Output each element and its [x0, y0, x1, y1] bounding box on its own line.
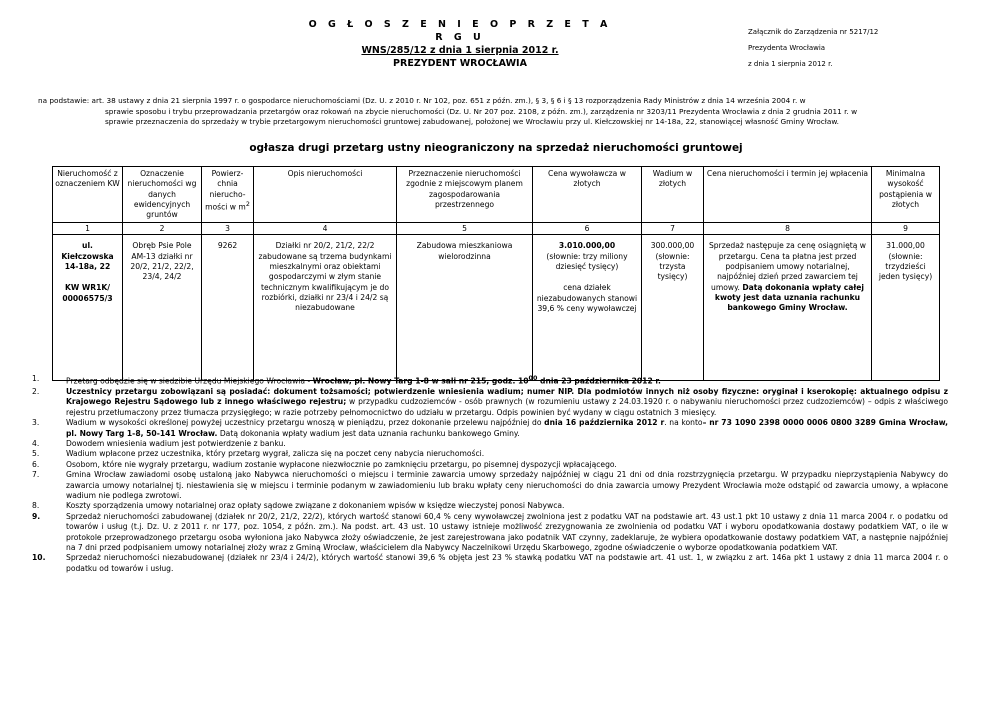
table-row	[53, 235, 940, 381]
item-number: 3.	[32, 418, 40, 428]
item-number: 7.	[32, 470, 40, 480]
item-text	[66, 387, 948, 418]
starting-price-words: (słownie: trzy miliony dziesięć tysięcy)	[546, 251, 628, 272]
item-text: Wadium wpłacone przez uczestnika, który przetarg wygrał, zalicza się na poczet ceny nabycia nieruchomości.	[66, 449, 485, 459]
parcel-cell: Obręb Psie Pole AM-13 działki nr 20/2, 21/2, 22/2, 23/4, 24/2	[123, 235, 202, 381]
column-header: Opis nieruchomości	[254, 167, 397, 223]
payment-cell	[704, 235, 872, 381]
deposit-words: (słownie: trzysta tysięcy)	[655, 251, 690, 282]
conditions-list	[32, 374, 948, 574]
land-register-number: KW WR1K/ 00006575/3	[62, 283, 113, 303]
document-reference: WNS/285/12 z dnia 1 sierpnia 2012 r.	[361, 45, 559, 56]
deposit-cell	[642, 235, 704, 381]
item-number: 4.	[32, 438, 40, 448]
list-item	[32, 553, 948, 574]
list-item	[32, 501, 948, 511]
bank-account: – nr 73 1090 2398 0000 0006 0800 3289 Gmina Wrocław, pl. Nowy Targ 1-8, 50-141 Wrocław.	[66, 418, 949, 438]
annex-line-2: Prezydenta Wrocławia	[748, 44, 826, 52]
area-unit-superscript: 2	[245, 200, 250, 208]
column-header: Cena nieruchomości i termin jej wpłacenia	[704, 167, 872, 223]
legal-basis-line-3: sprawie przeznaczenia do sprzedaży w trybie przetargowym nieruchomości gruntowej zabudowanej, położonej we Wrocławiu przy ul. Kiełczowskiej nr 14-18a, 22, stanowiącej własność Gminy Wrocław.	[105, 117, 839, 126]
annex-line-1: Załącznik do Zarządzenia nr 5217/12	[748, 28, 879, 36]
minimum-increment-words: (słownie: trzydzieści jeden tysięcy)	[878, 251, 933, 282]
column-header: Przeznaczenie nieruchomości zgodnie z miejscowym planem zagospodarowania przestrzennego	[397, 167, 533, 223]
property-cell	[53, 235, 123, 381]
item-number: 5.	[32, 449, 40, 459]
purpose-cell: Zabudowa mieszkaniowa wielorodzinna	[397, 235, 533, 381]
column-number: 1	[53, 223, 123, 235]
item-number: 10.	[32, 553, 46, 563]
list-item	[32, 439, 948, 449]
price-cell	[533, 235, 642, 381]
item-text: Dowodem wniesienia wadium jest potwierdzenie z banku.	[66, 438, 286, 448]
item-text-part: w przypadku cudzoziemców - osób prawnych (w rozumieniu ustawy z 24.03.1920 r. o nabywaniu nieruchomości przez cudzoziemców) – odpis z właściwego rejestru przetłumaczony przez tłumacza przysięgłego; w razie potrzeby pełnomocnictwo do udziału w przetargu. Odpis powinien być wydany w ciągu ostatnich 3 miesięcy.	[66, 397, 948, 417]
property-street: ul. Kiełczowska 14-18a, 22	[61, 241, 114, 272]
property-table	[52, 166, 940, 381]
annex-line-3: z dnia 1 sierpnia 2012 r.	[748, 60, 833, 68]
column-header: Wadium w złotych	[642, 167, 704, 223]
item-text: Gmina Wrocław zawiadomi osobę ustaloną jako Nabywca nieruchomości o miejscu i terminie zawarcia umowy sprzedaży najpóźniej w ciągu 21 dni od dnia rozstrzygnięcia przetargu. W przypadku nieprzystąpienia Nabywcy do zawarcia umowy notarialnej tj. niestawienia się w miejscu i terminie podanym w zawiadomieniu lub braku wpłaty ceny nieruchomości do dnia zawarcia umowy Prezydent Wrocławia może odstąpić od zawarcia umowy, a wpłacone wadium nie podlega zwrotowi.	[66, 470, 948, 500]
price-note: cena działek niezabudowanych stanowi 39,6 % ceny wywoławczej	[536, 283, 638, 313]
item-text-part: Przetarg odbędzie się w siedzibie Urzędu Miejskiego Wrocławia -	[66, 376, 313, 386]
column-number: 5	[397, 223, 533, 235]
time-superscript: 00	[528, 375, 538, 382]
announcement-heading: ogłasza drugi przetarg ustny nieograniczony na sprzedaż nieruchomości gruntowej	[249, 142, 743, 154]
column-number: 3	[202, 223, 254, 235]
list-item	[32, 449, 948, 459]
minimum-increment: 31.000,00	[886, 241, 925, 251]
column-header	[202, 167, 254, 223]
column-header: Minimalna wysokość postąpienia w złotych	[872, 167, 940, 223]
area-cell: 9262	[202, 235, 254, 381]
legal-basis	[38, 96, 948, 128]
item-text: Sprzedaż nieruchomości niezabudowanej (działek nr 23/4 i 24/2), których wartość stanowi 39,6 % objęta jest 23 % stawką podatku VAT na podstawie art. 41 ust. 1, w związku z art. 146a pkt 1 ustawy z dnia 11 marca 2004 r. o podatku od towarów i usług.	[66, 553, 948, 573]
item-text-part: Wadium w wysokości określonej powyżej uczestnicy przetargu wnoszą w pieniądzu, przez dokonanie przelewu najpóźniej do	[66, 418, 545, 428]
column-header-text: Powierz-chnia nierucho-mości w m	[205, 169, 246, 212]
table-header-row	[53, 167, 940, 223]
payment-terms: Sprzedaż następuje za cenę osiągniętą w przetargu. Cena ta płatna jest przed podpisaniem umowy notarialnej, najpóźniej dzień przed zawarciem tej umowy.	[708, 241, 867, 292]
item-number: 2.	[32, 386, 40, 396]
list-item	[32, 470, 948, 501]
column-number: 8	[704, 223, 872, 235]
starting-price: 3.010.000,00	[558, 241, 616, 251]
deposit-deadline: dnia 16 października 2012 r	[544, 418, 665, 428]
auction-date: dnia 23 października 2012 r.	[537, 376, 661, 386]
item-text	[66, 374, 948, 387]
item-number: 8.	[32, 501, 40, 511]
annex-note	[748, 24, 878, 72]
item-text	[66, 418, 948, 439]
column-header: Cena wywoławcza w złotych	[533, 167, 642, 223]
item-text: Sprzedaż nieruchomości zabudowanej (działek nr 20/2, 21/2, 22/2), których wartość stanowi 60,4 % ceny wywoławczej zwolniona jest z podatku VAT na podstawie art. 43 ust.1 pkt 10 ustawy z dnia 11 marca 2004 r. o podatku od towarów i usług (t.j. Dz. U. z 2011 r. nr 177, poz. 1054, z późn. zm.). Na podst. art. 43 ust. 10 ustawy istnieje możliwość zrezygnowania ze zwolnienia od podatku VAT i wyboru opodatkowania dostawy podatkiem VAT, o ile w protokole przeprowadzonego przetargu osoba wyłoniona jako Nabywca złoży oświadczenie, że jest zarejestrowana jako podatnik VAT czynny, zadeklaruje, że wybiera opodatkowanie dostawy podatkiem VAT, a następnie najpóźniej na 7 dni przed podpisaniem umowy notarialnej złoży wraz z Gminą Wrocław, właścicielem dla Nabywcy Naczelnikowi Urzędu Skarbowego, zgodne oświadczenie o wyborze opodatkowania podatkiem VAT.	[66, 511, 948, 553]
item-number: 9.	[32, 511, 41, 521]
increment-cell	[872, 235, 940, 381]
deposit-amount: 300.000,00	[650, 241, 695, 251]
payment-date-rule: Datą dokonania wpłaty całej kwoty jest data uznania rachunku bankowego Gminy Wrocław.	[714, 282, 864, 313]
column-header: Oznaczenie nieruchomości wg danych ewidencyjnych gruntów	[123, 167, 202, 223]
column-header: Nieruchomość z oznaczeniem KW	[53, 167, 123, 223]
document-title: O G Ł O S Z E N I E O P R Z E T A R G U	[308, 19, 612, 43]
required-documents: Uczestnicy przetargu zobowiązani są posiadać: dokument tożsamości; potwierdzenie wniesienia wadium; numer NIP. Dla podmiotów innych niż osoby fizyczne: oryginał i kserokopię: aktualnego odpisu z Krajowego Rejestru Sądowego lub z innego właściwego rejestru;	[66, 386, 948, 407]
list-item	[32, 374, 948, 387]
item-text-part: . na konto	[664, 418, 703, 428]
column-number: 2	[123, 223, 202, 235]
column-number: 4	[254, 223, 397, 235]
auction-venue: Wrocław, pl. Nowy Targ 1-8 w sali nr 215, godz. 10	[312, 376, 529, 386]
list-item	[32, 387, 948, 418]
legal-basis-line-1: na podstawie: art. 38 ustawy z dnia 21 sierpnia 1997 r. o gospodarce nieruchomościami (Dz. U. z 2010 r. Nr 102, poz. 651 z późn. zm.), § 3, § 6 i § 13 rozporządzenia Rady Ministrów z dnia 14 września 2004 r. w	[38, 96, 806, 105]
list-item	[32, 512, 948, 554]
document-header	[300, 18, 620, 70]
description-cell: Działki nr 20/2, 21/2, 22/2 zabudowane są trzema budynkami mieszkalnymi oraz obiektami gospodarczymi w złym stanie technicznym kwalifikującym je do rozbiórki, działki nr 23/4 i 24/2 są niezabudowane	[254, 235, 397, 381]
list-item	[32, 418, 948, 439]
item-number: 6.	[32, 459, 40, 469]
column-number: 9	[872, 223, 940, 235]
column-number: 6	[533, 223, 642, 235]
list-item	[32, 460, 948, 470]
item-text-part: Datą dokonania wpłaty wadium jest data uznania rachunku bankowego Gminy.	[217, 428, 520, 438]
issuer: PREZYDENT WROCŁAWIA	[393, 58, 527, 69]
item-text: Osobom, które nie wygrały przetargu, wadium zostanie wypłacone niezwłocznie po zamknięciu przetargu, po pisemnej dyspozycji wpłacającego.	[66, 459, 617, 469]
legal-basis-line-2: sprawie sposobu i trybu przeprowadzania przetargów oraz rokowań na zbycie nieruchomości (Dz. U. Nr 207 poz. 2108, z późn. zm.), zarządzenia nr 3203/11 Prezydenta Wrocławia z dnia 2 grudnia 2011 r. w	[105, 106, 858, 116]
column-number: 7	[642, 223, 704, 235]
item-number: 1.	[32, 374, 40, 383]
item-text: Koszty sporządzenia umowy notarialnej oraz opłaty sądowe związane z dokonaniem wpisów w księdze wieczystej ponosi Nabywca.	[66, 501, 565, 511]
column-number-row	[53, 223, 940, 235]
